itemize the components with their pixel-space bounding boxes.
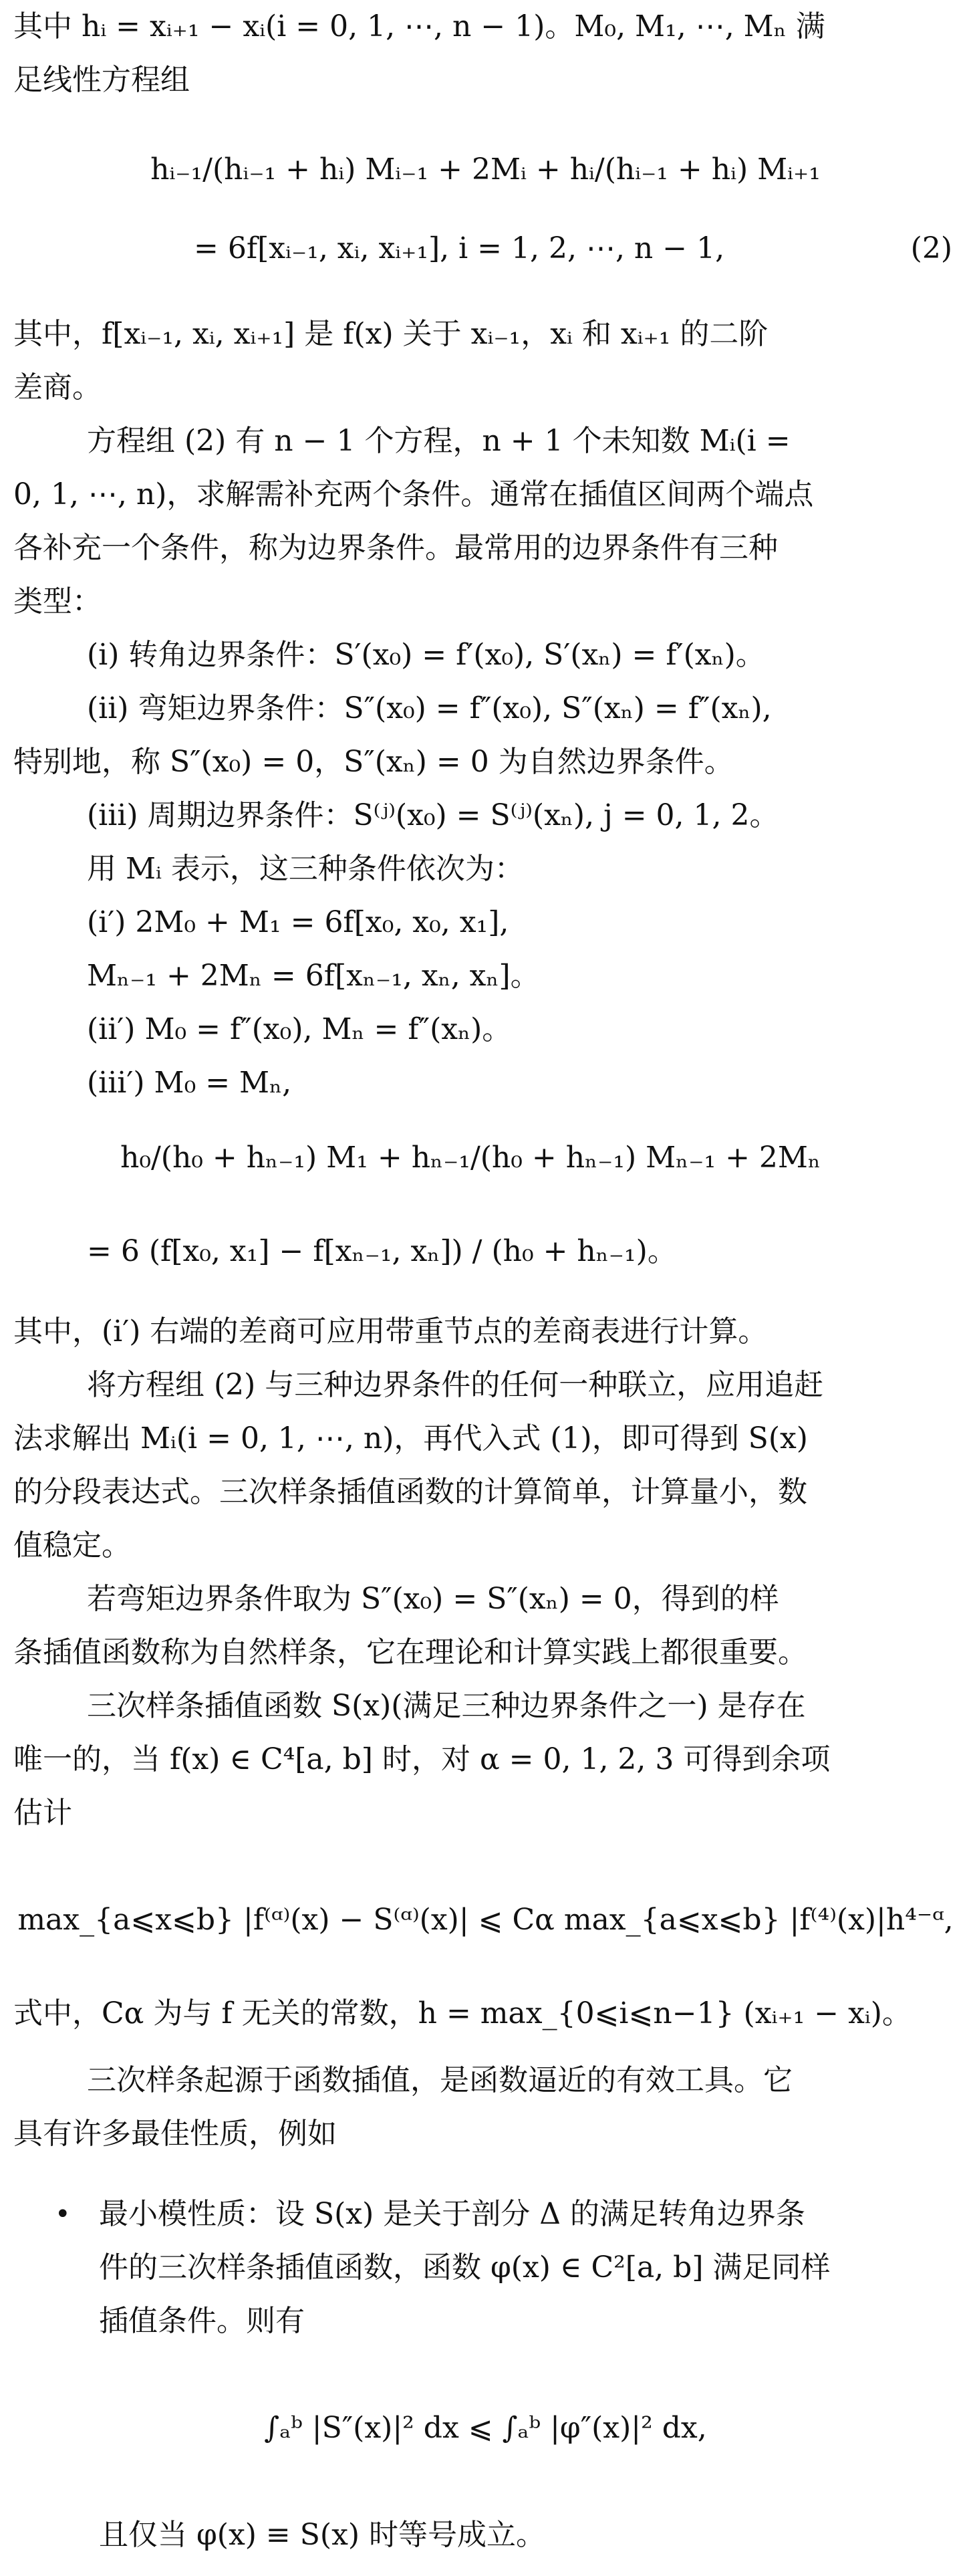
text-line: 值稳定。 xyxy=(13,1528,131,1562)
equation-line: ∫ₐᵇ |S″(x)|² dx ⩽ ∫ₐᵇ |φ″(x)|² dx, xyxy=(264,2411,707,2445)
list-item: (iii′) M₀ = Mₙ, xyxy=(87,1066,292,1100)
paragraph-start: 三次样条起源于函数插值，是函数逼近的有效工具。它 xyxy=(87,2063,793,2097)
list-item: (i) 转角边界条件：S′(x₀) = f′(x₀), S′(xₙ) = f′(xₙ)。 xyxy=(87,638,765,672)
list-item: (iii) 周期边界条件：S⁽ʲ⁾(x₀) = S⁽ʲ⁾(xₙ), j = 0, 1, 2。 xyxy=(87,798,779,832)
text-line: 各补充一个条件，称为边界条件。最常用的边界条件有三种 xyxy=(13,531,778,565)
paragraph-start: 若弯矩边界条件取为 S″(x₀) = S″(xₙ) = 0，得到的样 xyxy=(87,1582,779,1616)
text-line: 插值条件。则有 xyxy=(99,2304,305,2338)
paragraph-start: 方程组 (2) 有 n − 1 个方程，n + 1 个未知数 Mᵢ(i = xyxy=(87,424,791,458)
equation-line: h₀/(h₀ + hₙ₋₁) M₁ + hₙ₋₁/(h₀ + hₙ₋₁) Mₙ₋₁ + 2Mₙ xyxy=(120,1141,821,1175)
text-line: 件的三次样条插值函数，函数 φ(x) ∈ C²[a, b] 满足同样 xyxy=(99,2250,831,2285)
list-item: (i′) 2M₀ + M₁ = 6f[x₀, x₀, x₁], xyxy=(87,905,509,939)
text-line: 其中，(i′) 右端的差商可应用带重节点的差商表进行计算。 xyxy=(13,1314,768,1349)
text-line: 唯一的，当 f(x) ∈ C⁴[a, b] 时，对 α = 0, 1, 2, 3 可得到余项 xyxy=(13,1742,831,1776)
text-line: Mₙ₋₁ + 2Mₙ = 6f[xₙ₋₁, xₙ, xₙ]。 xyxy=(87,959,540,993)
text-line: 足线性方程组 xyxy=(13,63,190,97)
text-line: 式中，Cα 为与 f 无关的常数，h = max_{0⩽i⩽n−1} (xᵢ₊₁ − xᵢ)。 xyxy=(13,1996,912,2030)
text-line: 0, 1, ⋯, n)，求解需补充两个条件。通常在插值区间两个端点 xyxy=(13,477,814,511)
bullet-icon: • xyxy=(55,2199,71,2230)
text-line: 其中，f[xᵢ₋₁, xᵢ, xᵢ₊₁] 是 f(x) 关于 xᵢ₋₁，xᵢ 和 xᵢ₊₁ 的二阶 xyxy=(13,317,769,351)
list-item: (ii′) M₀ = f″(x₀), Mₙ = f″(xₙ)。 xyxy=(87,1012,512,1046)
text-line: 用 Mᵢ 表示，这三种条件依次为： xyxy=(87,852,524,886)
bullet-item: 最小模性质：设 S(x) 是关于剖分 Δ 的满足转角边界条 xyxy=(99,2197,806,2231)
text-line: 类型： xyxy=(13,584,102,618)
text-line: 估计 xyxy=(13,1796,72,1830)
list-item: (ii) 弯矩边界条件：S″(x₀) = f″(x₀), S″(xₙ) = f″(xₙ), xyxy=(87,691,772,725)
equation-line: hᵢ₋₁/(hᵢ₋₁ + hᵢ) Mᵢ₋₁ + 2Mᵢ + hᵢ/(hᵢ₋₁ + hᵢ) Mᵢ₊₁ xyxy=(150,152,821,187)
equation-line: = 6 (f[x₀, x₁] − f[xₙ₋₁, xₙ]) / (h₀ + hₙ₋₁)。 xyxy=(87,1234,677,1268)
text-line: 差商。 xyxy=(13,370,102,404)
paragraph-start: 将方程组 (2) 与三种边界条件的任何一种联立，应用追赶 xyxy=(87,1368,824,1402)
text-line: 法求解出 Mᵢ(i = 0, 1, ⋯, n)，再代入式 (1)，即可得到 S(x) xyxy=(13,1421,808,1455)
text-line: 具有许多最佳性质，例如 xyxy=(13,2117,337,2151)
paragraph-start: 三次样条插值函数 S(x)(满足三种边界条件之一) 是存在 xyxy=(87,1689,806,1723)
text-line: 其中 hᵢ = xᵢ₊₁ − xᵢ(i = 0, 1, ⋯, n − 1)。M₀, M₁, ⋯, Mₙ 满 xyxy=(13,9,825,43)
equation-number: (2) xyxy=(910,231,952,265)
equation-line: max_{a⩽x⩽b} |f⁽ᵅ⁾(x) − S⁽ᵅ⁾(x)| ⩽ Cα max_{a⩽x⩽b} |f⁽⁴⁾(x)|h⁴⁻ᵅ, xyxy=(17,1903,954,1937)
text-line: 的分段表达式。三次样条插值函数的计算简单，计算量小，数 xyxy=(13,1475,807,1509)
text-line: 特别地，称 S″(x₀) = 0，S″(xₙ) = 0 为自然边界条件。 xyxy=(13,745,734,779)
text-line: 且仅当 φ(x) ≡ S(x) 时等号成立。 xyxy=(99,2518,546,2552)
equation-line: = 6f[xᵢ₋₁, xᵢ, xᵢ₊₁], i = 1, 2, ⋯, n − 1, xyxy=(194,231,725,265)
text-line: 条插值函数称为自然样条，它在理论和计算实践上都很重要。 xyxy=(13,1635,807,1669)
